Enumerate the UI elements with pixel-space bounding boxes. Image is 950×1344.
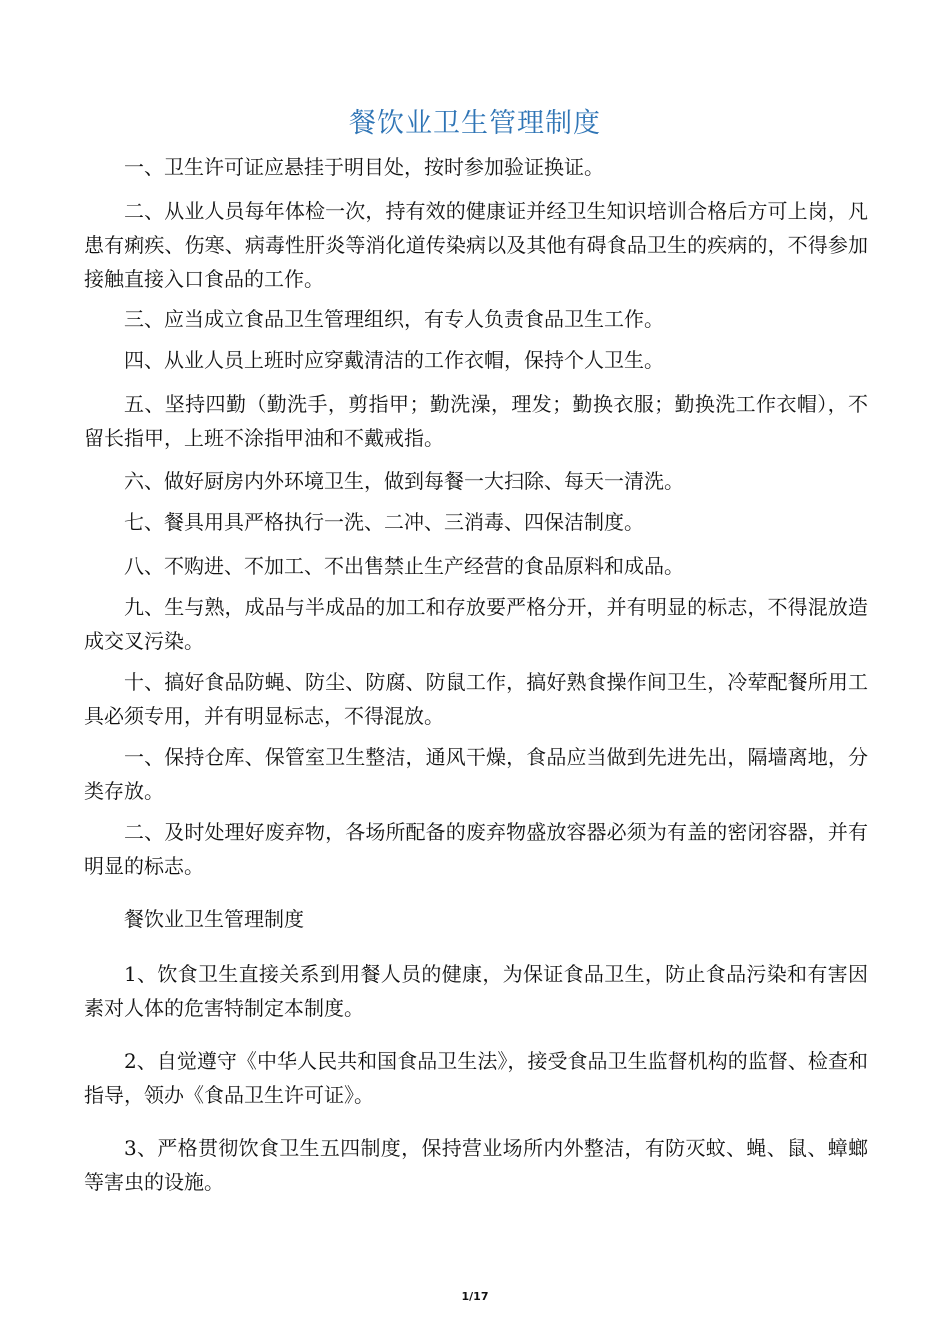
paragraph-11: 一、保持仓库、保管室卫生整洁，通风干燥，食品应当做到先进先出，隔墙离地，分类存放。	[84, 745, 868, 803]
paragraph-2: 二、从业人员每年体检一次，持有效的健康证并经卫生知识培训合格后方可上岗，凡患有痢疾、伤寒、病毒性肝炎等消化道传染病以及其他有碍食品卫生的疾病的，不得参加接触直接入口食品的工作。	[84, 199, 868, 291]
paragraph-1: 一、卫生许可证应悬挂于明目处，按时参加验证换证。	[124, 155, 604, 179]
paragraph-8: 八、不购进、不加工、不出售禁止生产经营的食品原料和成品。	[124, 554, 684, 578]
paragraph-10: 十、搞好食品防蝇、防尘、防腐、防鼠工作，搞好熟食操作间卫生，冷荤配餐所用工具必须专用，并有明显标志，不得混放。	[84, 670, 868, 728]
paragraph-4: 四、从业人员上班时应穿戴清洁的工作衣帽，保持个人卫生。	[124, 348, 664, 372]
paragraph-5: 五、坚持四勤（勤洗手，剪指甲；勤洗澡，理发；勤换衣服；勤换洗工作衣帽），不留长指甲，上班不涂指甲油和不戴戒指。	[84, 392, 868, 450]
paragraph-14: 2、自觉遵守《中华人民共和国食品卫生法》，接受食品卫生监督机构的监督、检查和指导，领办《食品卫生许可证》。	[84, 1049, 868, 1107]
document-title: 餐饮业卫生管理制度	[349, 108, 601, 139]
paragraph-3: 三、应当成立食品卫生管理组织，有专人负责食品卫生工作。	[124, 307, 664, 331]
paragraph-15: 3、严格贯彻饮食卫生五四制度，保持营业场所内外整洁，有防灭蚊、蝇、鼠、蟑螂等害虫的设施。	[84, 1136, 868, 1194]
paragraph-7: 七、餐具用具严格执行一洗、二冲、三消毒、四保洁制度。	[124, 510, 644, 534]
page-number: 1/17	[461, 1290, 489, 1303]
paragraph-6: 六、做好厨房内外环境卫生，做到每餐一大扫除、每天一清洗。	[124, 469, 684, 493]
paragraph-9: 九、生与熟，成品与半成品的加工和存放要严格分开，并有明显的标志，不得混放造成交叉污染。	[84, 595, 868, 653]
paragraph-13: 1、饮食卫生直接关系到用餐人员的健康，为保证食品卫生，防止食品污染和有害因素对人体的危害特制定本制度。	[84, 962, 868, 1020]
paragraph-12: 二、及时处理好废弃物，各场所配备的废弃物盛放容器必须为有盖的密闭容器，并有明显的标志。	[84, 820, 868, 878]
subtitle-paragraph: 餐饮业卫生管理制度	[124, 907, 304, 931]
